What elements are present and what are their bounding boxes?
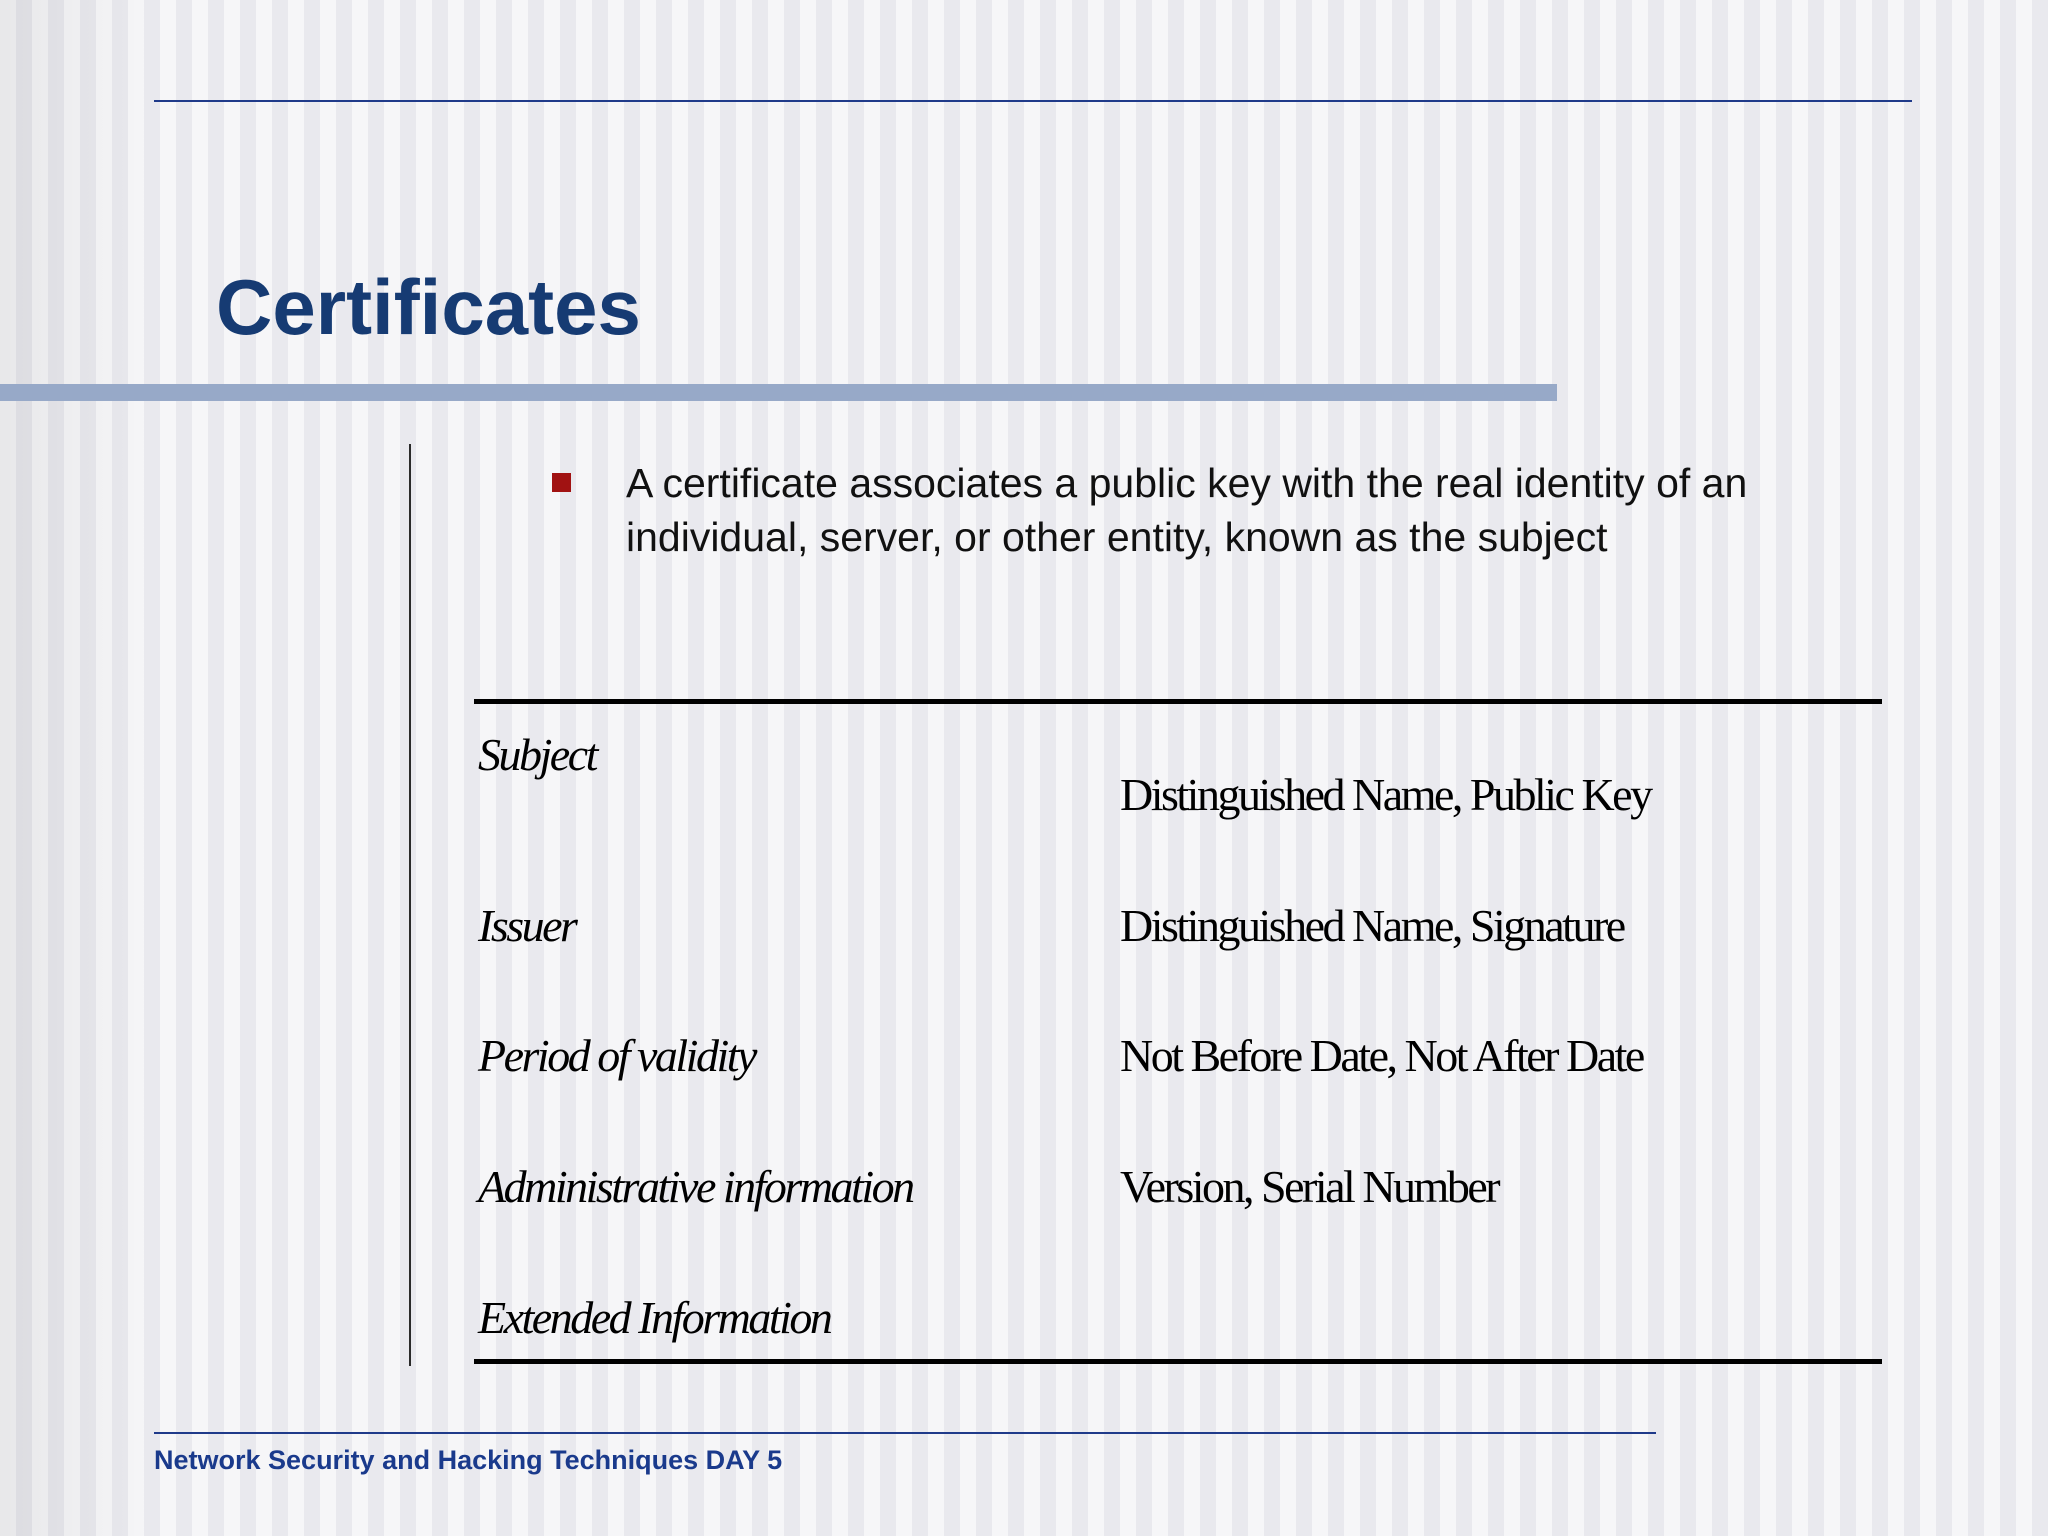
bullet-text: A certificate associates a public key with the real identity of an individual, server, or other entity, known as the subject — [626, 460, 1748, 560]
footer-text: Network Security and Hacking Techniques DAY 5 — [154, 1445, 783, 1475]
table-bottom-rule — [474, 1359, 1882, 1364]
bullet-square-icon — [552, 473, 571, 492]
table-row-label: Subject — [478, 729, 596, 780]
table-row-value: Distinguished Name, Signature — [1120, 900, 1624, 951]
table-row-label: Period of validity — [478, 1030, 755, 1081]
table-row-label: Issuer — [478, 900, 576, 951]
table-row-value: Not Before Date, Not After Date — [1120, 1030, 1643, 1081]
table-row-value: Version, Serial Number — [1120, 1161, 1499, 1212]
table-row-value: Distinguished Name, Public Key — [1120, 769, 1651, 820]
footer-rule — [154, 1432, 1656, 1434]
table-row-label: Administrative information — [478, 1161, 913, 1212]
table-row-label: Extended Information — [478, 1292, 831, 1343]
content-divider — [409, 444, 411, 1366]
header-rule — [154, 100, 1912, 102]
title-accent-bar — [0, 384, 1557, 401]
slide-title: Certificates — [216, 263, 641, 351]
table-top-rule — [474, 699, 1882, 704]
